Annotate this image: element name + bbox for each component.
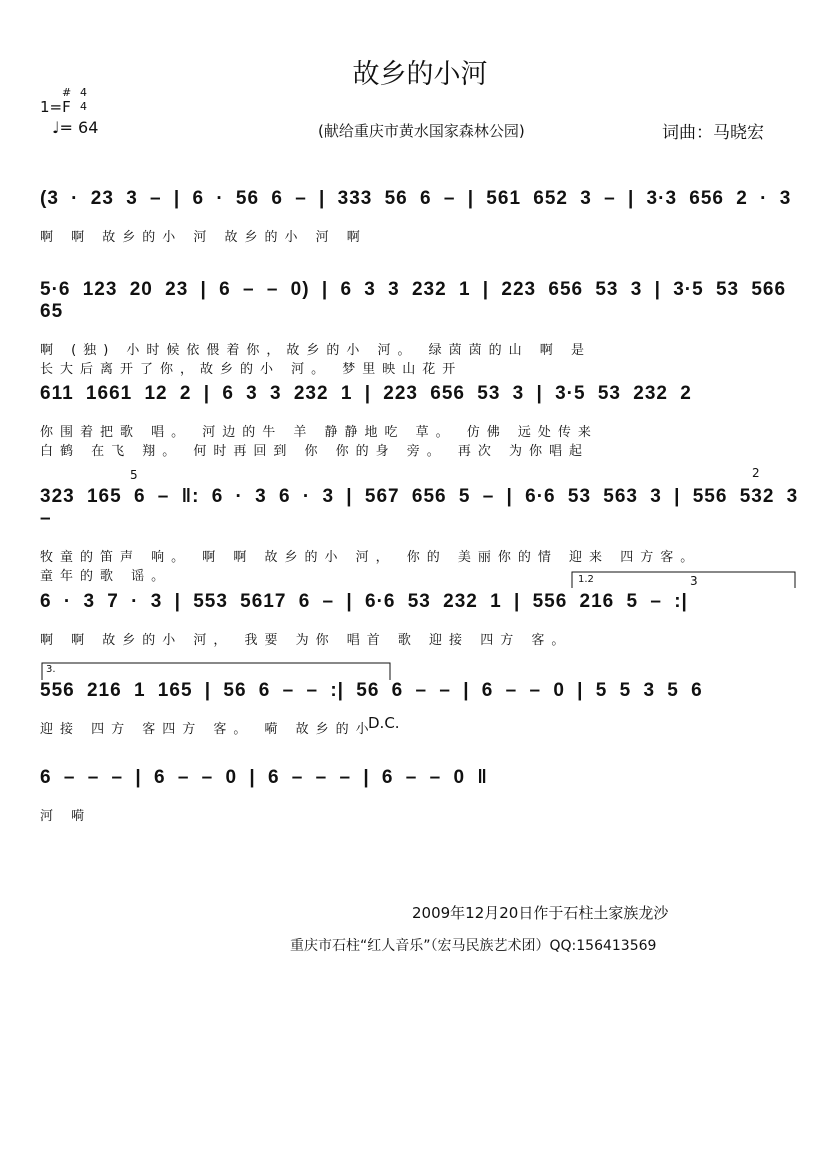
score-system-7 <box>40 767 800 824</box>
lyrics-line-2: 长大后离开了你，故乡的小 河。 梦里映山花开 <box>40 362 463 377</box>
finger-mark-3: 3 <box>690 574 698 588</box>
lyrics-line-2: 童年的歌 谣。 <box>40 569 172 584</box>
volta-1-2-label: 1.2 <box>578 574 594 585</box>
notation-line: 6 · 3 7 · 3 | 553 5617 6 – | 6·6 53 232 1 | 556 216 5 – :| <box>40 591 688 612</box>
composition-date: 2009年12月20日作于石柱土家族龙沙 <box>412 904 669 922</box>
notation-line: 323 165 6 – ‖: 6 · 3 6 · 3 | 567 656 5 – | 6·6 53 563 3 | 556 532 3 – <box>40 486 799 529</box>
volta-3-label: 3. <box>46 664 56 675</box>
notation-line: 611 1661 12 2 | 6 3 3 232 1 | 223 656 53 3 | 3·5 53 232 2 <box>40 383 692 404</box>
notation-line: 556 216 1 165 | 56 6 – – :| 56 6 – – | 6 – – 0 | 5 5 3 5 6 <box>40 680 703 701</box>
finger-mark-2: 2 <box>752 466 760 480</box>
notation-line: 6 – – – | 6 – – 0 | 6 – – – | 6 – – 0 ‖ <box>40 767 488 788</box>
time-top: 4 <box>80 86 87 99</box>
time-bottom: 4 <box>80 100 87 113</box>
key-sharp: # <box>62 86 72 99</box>
volta-bracket-3 <box>42 663 390 680</box>
score-system-1 <box>40 188 800 245</box>
lyrics-line-1: 啊 啊 故乡的小 河 故乡的小 河 啊 <box>40 230 367 245</box>
score-system-6 <box>40 680 800 737</box>
key-signature: 1=F <box>40 98 71 116</box>
page-title: 故乡的小河 <box>352 59 488 90</box>
dedication: (献给重庆市黄水国家森林公园) <box>318 122 525 140</box>
score-system-4 <box>40 486 800 584</box>
finger-mark-5: 5 <box>130 468 138 482</box>
key-letter: F <box>62 98 71 116</box>
notation-line: 5·6 123 20 23 | 6 – – 0) | 6 3 3 232 1 | 223 656 53 3 | 3·5 53 566 65 <box>40 279 787 322</box>
lyrics-line-1: 你围着把歌 唱。 河边的牛 羊 静静地吃 草。 仿佛 远处传来 <box>40 425 598 440</box>
lyrics-line-1: 河 嗬 <box>40 809 92 824</box>
score-system-2 <box>40 279 800 377</box>
composer-credit: 词曲：马晓宏 <box>662 123 764 143</box>
dc-marking: D.C. <box>368 714 400 732</box>
lyrics-line-1: 牧童的笛声 响。 啊 啊 故乡的小 河， 你的 美丽你的情 迎来 四方客。 <box>40 550 701 565</box>
time-signature <box>80 86 87 114</box>
score-system-3 <box>40 383 800 459</box>
score-system-5 <box>40 591 800 648</box>
lyrics-line-2: 白鹤 在飞 翔。 何时再回到 你 你的身 旁。 再次 为你唱起 <box>40 444 590 459</box>
lyrics-line-1: 迎接 四方 客四方 客。 嗬 故乡的小 <box>40 722 376 737</box>
publisher-credit: 重庆市石柱“红人音乐”（宏马民族艺术团）QQ:156413569 <box>290 938 657 954</box>
notation-line: (3 · 23 3 – | 6 · 56 6 – | 333 56 6 – | 561 652 3 – | 3·3 656 2 · 3 <box>40 188 792 209</box>
lyrics-line-1: 啊 (独) 小时候依偎着你，故乡的小 河。 绿茵茵的山 啊 是 <box>40 343 591 358</box>
tempo-marking: ♩= 64 <box>52 118 99 137</box>
lyrics-line-1: 啊 啊 故乡的小 河， 我要 为你 唱首 歌 迎接 四方 客。 <box>40 633 572 648</box>
